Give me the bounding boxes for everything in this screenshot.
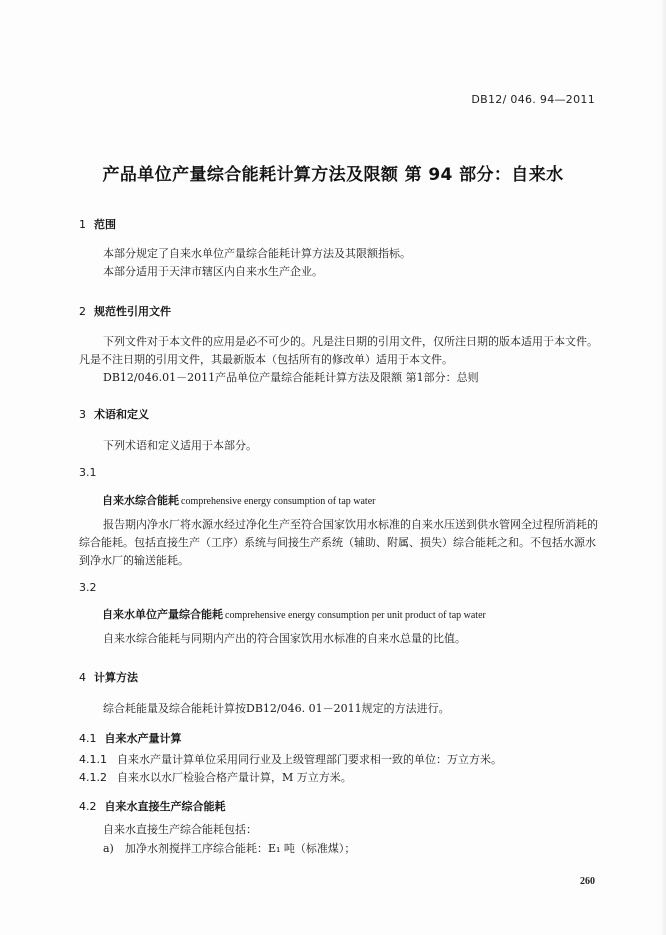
term-3-2 bbox=[102, 606, 486, 622]
section-4-2-heading bbox=[79, 798, 226, 814]
clause-number: 3.1 bbox=[79, 466, 97, 479]
section-title: 计算方法 bbox=[94, 671, 138, 684]
section-4-heading bbox=[79, 669, 138, 685]
term-chinese: 自来水综合能耗 bbox=[102, 494, 179, 507]
page-edge-shadow bbox=[660, 0, 666, 935]
term-definition: 自来水综合能耗与同期内产出的符合国家饮用水标准的自来水总量的比值。 bbox=[103, 632, 466, 645]
list-item bbox=[79, 751, 502, 769]
page-number: 260 bbox=[580, 876, 595, 887]
section-number: 4.2 bbox=[79, 800, 97, 813]
list-item bbox=[103, 840, 355, 858]
section-number: 1 bbox=[79, 218, 86, 231]
section-number: 4.1 bbox=[79, 732, 97, 745]
section-title: 规范性引用文件 bbox=[94, 305, 171, 318]
item-label: a) bbox=[103, 842, 114, 855]
normative-reference: DB12/046.01－2011产品单位产量综合能耗计算方法及限额 第1部分：总则 bbox=[103, 371, 479, 384]
paragraph: 下列术语和定义适用于本部分。 bbox=[103, 439, 257, 452]
section-number: 4 bbox=[79, 671, 86, 684]
document-title: 产品单位产量综合能耗计算方法及限额 第 94 部分：自来水 bbox=[102, 165, 564, 185]
item-text: 自来水产量计算单位采用同行业及上级管理部门要求相一致的单位：万立方米。 bbox=[117, 753, 502, 766]
section-title: 范围 bbox=[94, 218, 116, 231]
term-english: comprehensive energy consumption of tap water bbox=[181, 496, 376, 507]
section-number: 2 bbox=[79, 305, 86, 318]
paragraph: 综合耗能量及综合能耗计算按DB12/046. 01－2011规定的方法进行。 bbox=[103, 702, 450, 715]
section-title: 术语和定义 bbox=[94, 408, 149, 421]
item-text: 加净水剂搅拌工序综合能耗：E₁ 吨（标准煤）； bbox=[125, 842, 356, 855]
section-number: 3 bbox=[79, 408, 86, 421]
section-1-heading bbox=[79, 216, 116, 232]
paragraph: 自来水直接生产综合能耗包括： bbox=[103, 823, 257, 836]
list-item bbox=[79, 769, 352, 787]
section-3-heading bbox=[79, 406, 149, 422]
paragraph: 本部分适用于天津市辖区内自来水生产企业。 bbox=[103, 265, 323, 278]
section-4-1-heading bbox=[79, 730, 182, 746]
term-3-1 bbox=[102, 492, 375, 508]
section-title: 自来水产量计算 bbox=[104, 732, 182, 745]
item-number: 4.1.1 bbox=[79, 753, 107, 766]
term-definition: 报告期内净水厂将水源水经过净化生产至符合国家饮用水标准的自来水压送到供水管网全过程所消耗的综合能耗。包括直接生产（工序）系统与间接生产系统（辅助、附属、损失）综合能耗之和。不包括水源水到净水厂的输送能耗。 bbox=[79, 518, 598, 567]
paragraph: 下列文件对于本文件的应用是必不可少的。凡是注日期的引用文件，仅所注日期的版本适用于本文件。凡是不注日期的引用文件，其最新版本（包括所有的修改单）适用于本文件。 bbox=[79, 335, 598, 366]
term-english: comprehensive energy consumption per unit product of tap water bbox=[225, 610, 486, 621]
term-chinese: 自来水单位产量综合能耗 bbox=[102, 608, 223, 621]
item-number: 4.1.2 bbox=[79, 771, 107, 784]
item-text: 自来水以水厂检验合格产量计算，M 万立方米。 bbox=[117, 771, 352, 784]
document-code: DB12/ 046. 94—2011 bbox=[471, 93, 595, 106]
paragraph: 本部分规定了自来水单位产量综合能耗计算方法及其限额指标。 bbox=[103, 247, 411, 260]
section-title: 自来水直接生产综合能耗 bbox=[104, 800, 226, 813]
clause-number: 3.2 bbox=[79, 581, 97, 594]
section-2-heading bbox=[79, 303, 171, 319]
